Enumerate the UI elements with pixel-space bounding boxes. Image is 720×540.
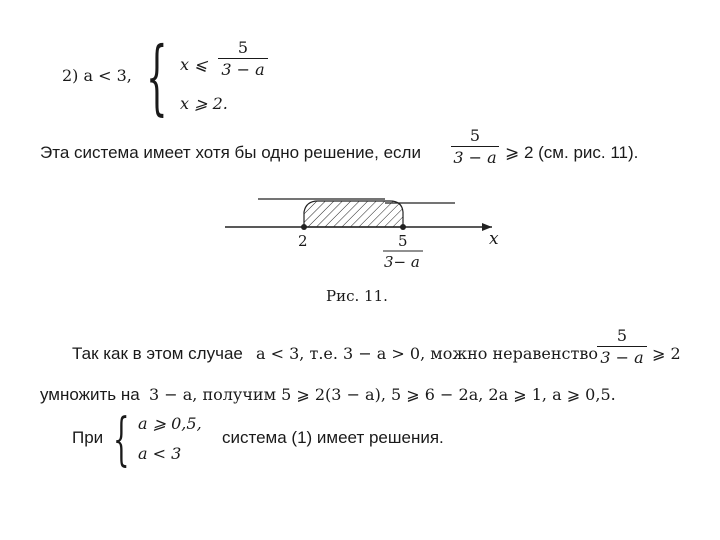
fraction-numerator: 5: [237, 38, 249, 57]
tick-5: 5: [398, 232, 408, 250]
tick-2: 2: [298, 232, 308, 250]
system-line-2: x ⩾ 2.: [180, 94, 228, 113]
case-label: 2) a < 3,: [62, 66, 132, 85]
fraction-denominator: 3 − a: [221, 60, 265, 79]
fraction-bar: [597, 346, 647, 347]
para2-text: Так как в этом случае: [72, 344, 243, 363]
axis-variable: x: [489, 229, 499, 249]
para2-fraction: [597, 326, 647, 367]
figure-caption: Рис. 11.: [326, 287, 388, 305]
fraction-denominator: 3 − a: [600, 348, 644, 367]
para2-condition: a < 3, т.е. 3 − a > 0, можно неравенство: [256, 344, 598, 363]
point-2: [301, 224, 307, 230]
fraction-numerator: 5: [469, 126, 481, 145]
system-line-1-left: x ⩽: [180, 55, 208, 74]
line1-text: Эта система имеет хотя бы одно решение, если: [40, 143, 421, 162]
para4-system-line-2: a < 3: [138, 444, 182, 463]
fraction-denominator: 3 − a: [453, 148, 497, 167]
system-brace: {: [113, 408, 130, 474]
para2-after: ⩾ 2: [652, 344, 681, 363]
para4-system-line-1: a ⩾ 0,5,: [138, 414, 202, 433]
left-brace: {: [146, 30, 168, 126]
tick-3-minus-a: 3− a: [384, 253, 420, 271]
para3-math: 3 − a, получим 5 ⩾ 2(3 − a), 5 ⩾ 6 − 2a, 2a ⩾ 1, a ⩾ 0,5.: [149, 385, 616, 404]
point-5-over-3-minus-a: [400, 224, 406, 230]
para4-after: система (1) имеет решения.: [222, 428, 444, 447]
para3-text: умножить на: [40, 385, 140, 404]
para4-pri: При: [72, 428, 104, 447]
hatched-region: [304, 201, 403, 227]
fraction-numerator: 5: [616, 326, 628, 345]
line1-after: ⩾ 2 (см. рис. 11).: [505, 143, 639, 162]
